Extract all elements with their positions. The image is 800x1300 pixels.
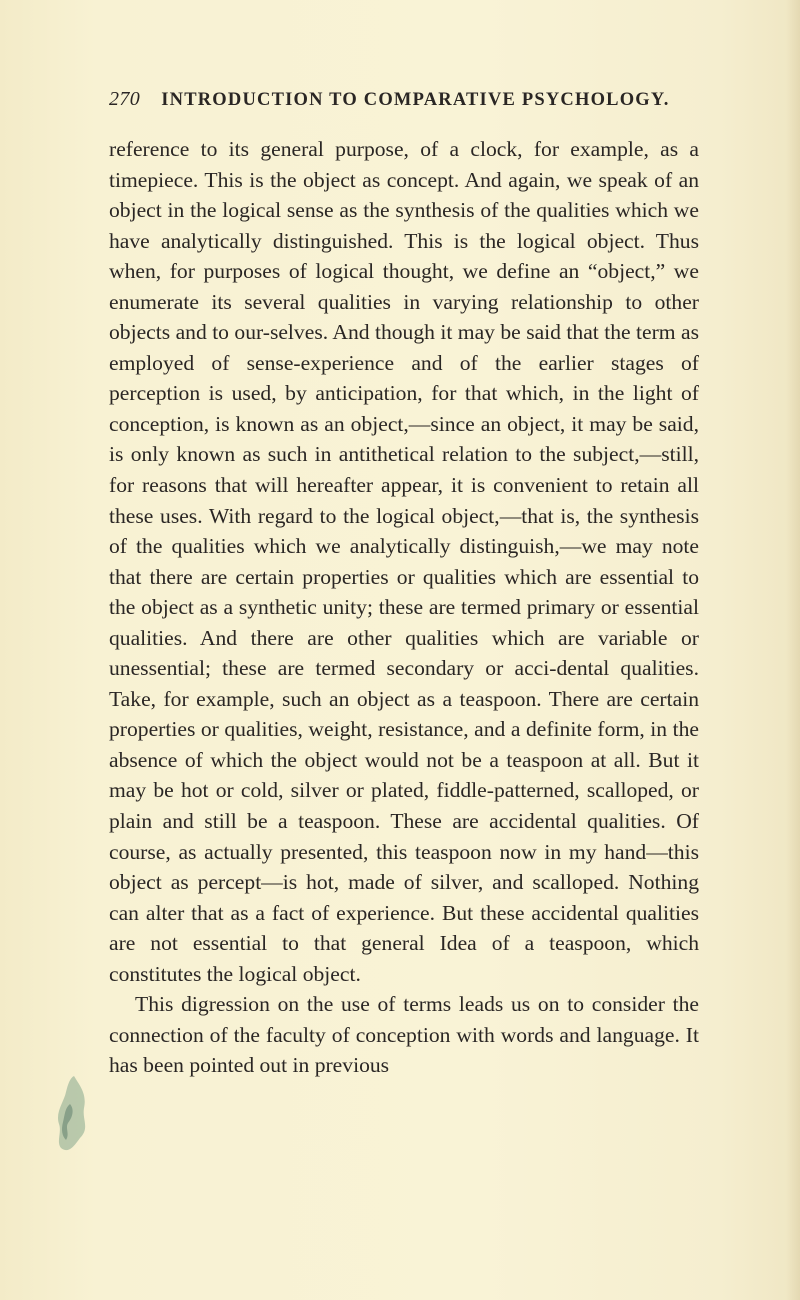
body-text bbox=[109, 134, 699, 1081]
page-number: 270 bbox=[109, 88, 141, 110]
paragraph-2: This digression on the use of terms leads us on to consider the connection of the faculty of conception with words and language. It has been pointed out in previous bbox=[109, 992, 699, 1078]
running-head: INTRODUCTION TO COMPARATIVE PSYCHOLOGY. bbox=[161, 90, 670, 110]
page-header bbox=[109, 88, 699, 111]
page-edge-shadow bbox=[786, 0, 800, 1300]
paragraph-1: reference to its general purpose, of a clock, for example, as a timepiece. This is the object as concept. And again, we speak of an object in the logical sense as the synthesis of the qualities which we have analytically distinguished. This is the logical object. Thus when, for purposes of logical thought, we define an “object,” we enumerate its several qualities in varying relationship to other objects and to our-selves. And though it may be said that the term as employed of sense-experience and of the earlier stages of perception is used, by anticipation, for that which, in the light of conception, is known as an object,—since an object, it may be said, is only known as such in antithetical relation to the subject,—still, for reasons that will hereafter appear, it is convenient to retain all these uses. With regard to the logical object,—that is, the synthesis of the qualities which we analytically distinguish,—we may note that there are certain properties or qualities which are essential to the object as a synthetic unity; these are termed primary or essential qualities. And there are other qualities which are variable or unessential; these are termed secondary or acci-dental qualities. Take, for example, such an object as a teaspoon. There are certain properties or qualities, weight, resistance, and a definite form, in the absence of which the object would not be a teaspoon at all. But it may be hot or cold, silver or plated, fiddle-patterned, scalloped, or plain and still be a teaspoon. These are accidental qualities. Of course, as actually presented, this teaspoon now in my hand—this object as percept—is hot, made of silver, and scalloped. Nothing can alter that as a fact of experience. But these accidental qualities are not essential to that general Idea of a teaspoon, which constitutes the logical object. bbox=[109, 137, 699, 986]
ink-stain-mark bbox=[52, 1070, 94, 1158]
